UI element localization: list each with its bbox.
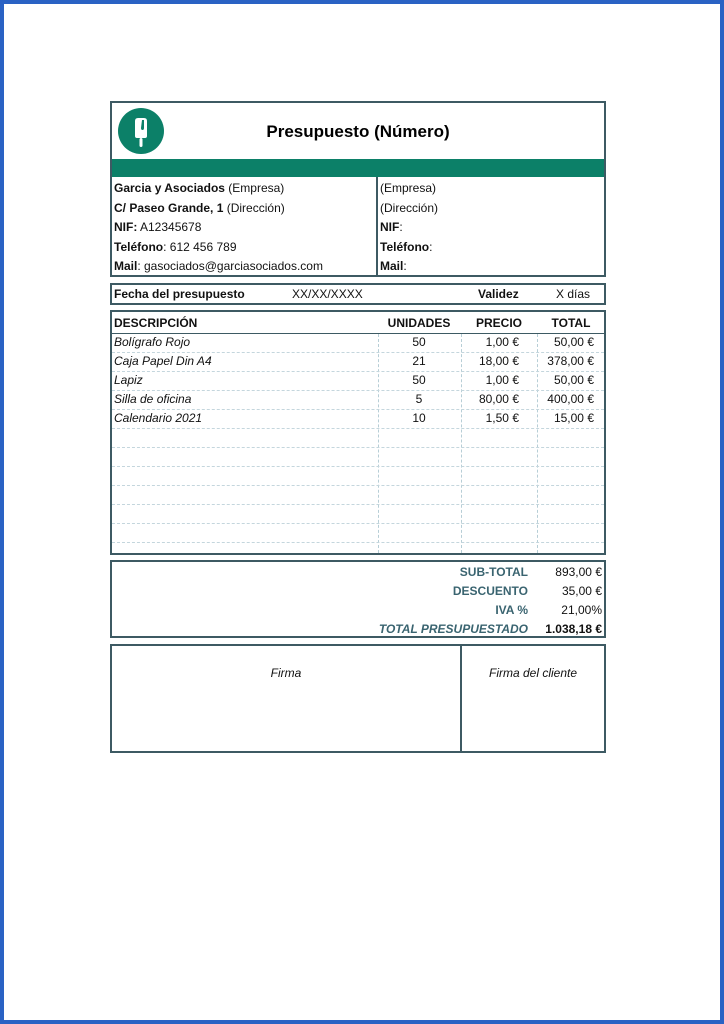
row-divider <box>112 428 604 429</box>
client-mail-line <box>380 257 602 277</box>
issuer-nif-label: NIF: <box>114 220 138 235</box>
totals-section <box>110 560 606 638</box>
issuer-mail-value: : gasociados@garciasociados.com <box>137 259 323 274</box>
issuer-address-hint: (Dirección) <box>223 200 285 215</box>
client-mail-value: : <box>403 259 407 274</box>
client-phone-line <box>380 238 602 258</box>
item-price: 80,00 € <box>478 392 519 406</box>
vat-value: 21,00% <box>561 603 602 617</box>
client-address-line <box>380 199 602 219</box>
signature-divider <box>460 646 462 751</box>
discount-row <box>112 582 604 601</box>
parties-divider <box>376 177 378 275</box>
item-units: 50 <box>412 335 426 349</box>
client-block <box>380 179 602 277</box>
issuer-phone-value: : 612 456 789 <box>163 239 237 254</box>
client-nif-line <box>380 218 602 238</box>
item-units: 10 <box>412 411 426 425</box>
row-divider <box>112 466 604 467</box>
page-title: Presupuesto (Número) <box>266 122 450 141</box>
item-units: 50 <box>412 373 426 387</box>
issuer-address-line <box>114 199 376 219</box>
client-nif-label: NIF <box>380 220 400 235</box>
item-price: 1,50 € <box>485 411 519 425</box>
item-price: 18,00 € <box>478 354 519 368</box>
client-address-hint: (Dirección) <box>380 200 439 215</box>
items-table <box>110 310 606 555</box>
item-units: 21 <box>412 354 426 368</box>
issuer-phone-line <box>114 238 376 258</box>
item-description: Caja Papel Din A4 <box>114 354 212 368</box>
item-price: 1,00 € <box>485 335 519 349</box>
table-row <box>112 409 604 428</box>
column-header-description: DESCRIPCIÓN <box>114 316 198 330</box>
client-nif-value: : <box>399 220 403 235</box>
grand-total-value: 1.038,18 € <box>545 622 602 636</box>
grand-total-label: TOTAL PRESUPUESTADO <box>378 622 528 636</box>
issuer-nif-value: A12345678 <box>137 220 202 235</box>
item-total: 15,00 € <box>553 411 594 425</box>
row-divider <box>112 485 604 486</box>
item-price: 1,00 € <box>485 373 519 387</box>
item-total: 50,00 € <box>553 373 594 387</box>
issuer-phone-label: Teléfono <box>114 239 164 254</box>
row-divider <box>112 447 604 448</box>
date-value: XX/XX/XXXX <box>292 287 363 301</box>
signature-section <box>110 644 606 753</box>
item-total: 50,00 € <box>553 335 594 349</box>
table-row <box>112 352 604 371</box>
issuer-name-hint: (Empresa) <box>224 181 285 195</box>
client-phone-value: : <box>429 239 433 254</box>
client-phone-label: Teléfono <box>380 239 430 254</box>
issuer-mail-line <box>114 257 376 277</box>
column-header-price: PRECIO <box>475 316 522 330</box>
client-signature-label: Firma del cliente <box>488 666 578 680</box>
vat-row <box>112 601 604 620</box>
table-row <box>112 371 604 390</box>
discount-value: 35,00 € <box>561 584 602 598</box>
column-header-total: TOTAL <box>551 316 591 330</box>
client-name-line <box>380 179 602 199</box>
issuer-address: C/ Paseo Grande, 1 <box>114 200 224 215</box>
column-header-units: UNIDADES <box>387 316 451 330</box>
parties-section <box>110 177 606 277</box>
validity-value: X días <box>556 287 591 301</box>
issuer-signature-label: Firma <box>270 666 302 680</box>
subtotal-value: 893,00 € <box>555 565 602 579</box>
item-total: 400,00 € <box>547 392 594 406</box>
issuer-mail-label: Mail <box>114 259 138 274</box>
table-row <box>112 333 604 352</box>
grand-total-row <box>112 620 604 639</box>
subtotal-label: SUB-TOTAL <box>459 565 528 579</box>
issuer-name: Garcia y Asociados <box>114 181 225 195</box>
issuer-nif-line <box>114 218 376 238</box>
item-description: Silla de oficina <box>114 392 192 406</box>
row-divider <box>112 504 604 505</box>
issuer-name-line <box>114 179 376 199</box>
subtotal-row <box>112 563 604 582</box>
row-divider <box>112 542 604 543</box>
quote-header <box>110 101 606 179</box>
item-description: Lapiz <box>114 373 143 387</box>
client-mail-label: Mail <box>380 259 404 274</box>
item-total: 378,00 € <box>547 354 594 368</box>
row-divider <box>112 523 604 524</box>
vat-label: IVA % <box>495 603 528 617</box>
accent-band <box>112 159 604 179</box>
client-name-hint: (Empresa) <box>380 181 437 195</box>
issuer-block <box>114 179 376 277</box>
item-units: 5 <box>415 392 423 406</box>
quote-meta-row <box>110 283 606 305</box>
item-description: Calendario 2021 <box>114 411 203 425</box>
date-label: Fecha del presupuesto <box>114 287 245 301</box>
item-description: Bolígrafo Rojo <box>114 335 191 349</box>
table-row <box>112 390 604 409</box>
discount-label: DESCUENTO <box>452 584 528 598</box>
validity-label: Validez <box>478 287 519 301</box>
